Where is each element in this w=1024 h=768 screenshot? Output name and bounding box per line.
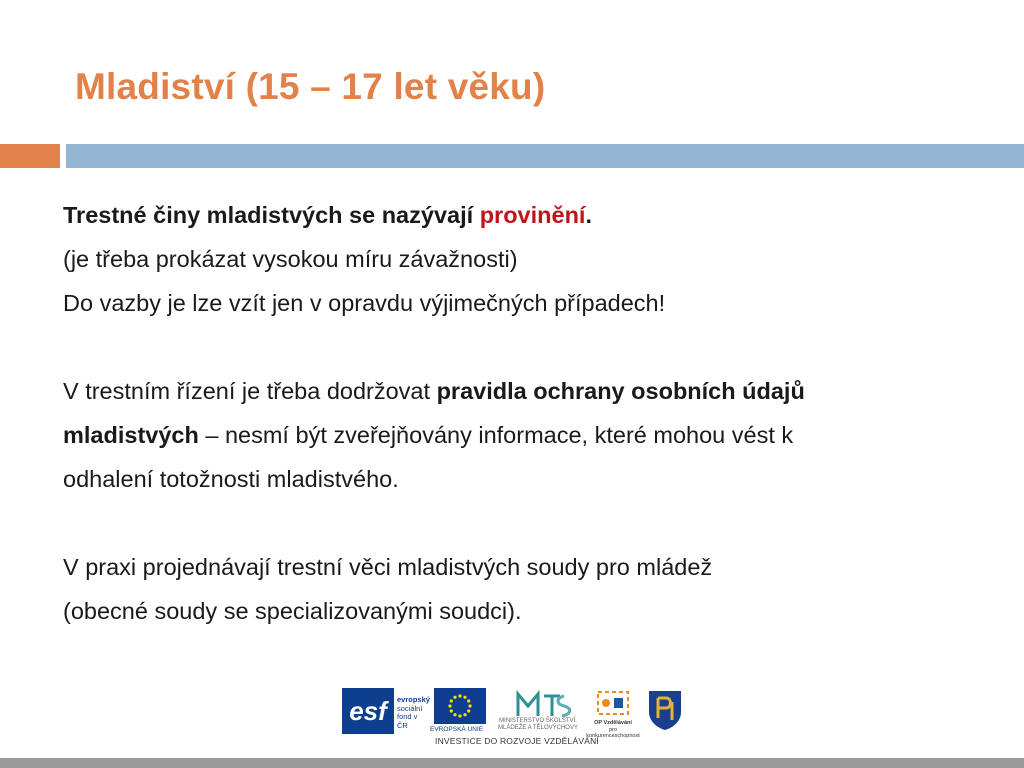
op-line2: pro konkurenceschopnost (586, 726, 640, 739)
accent-bar-blue (66, 144, 1024, 168)
p5-plain: – nesmí být zveřejňovány informace, které mohou vést k (198, 422, 794, 448)
op-logo-icon (594, 688, 632, 718)
eu-flag-icon (434, 688, 486, 724)
line-8: (obecné soudy se specializovanými soudci). (63, 598, 522, 624)
line-6: odhalení totožnosti mladistvého. (63, 466, 399, 492)
line-7: V praxi projednávají trestní věci mladistvých soudy pro mládež (63, 554, 713, 580)
line-4 (63, 369, 983, 413)
p4-bold: pravidla ochrany osobních údajů (436, 378, 805, 404)
slide-title: Mladiství (15 – 17 let věku) (75, 66, 546, 107)
university-crest-icon (646, 688, 684, 732)
p5-bold: mladistvých (63, 422, 199, 448)
msmt-label (490, 718, 586, 732)
line-1 (63, 193, 983, 237)
accent-bar-orange (0, 144, 60, 168)
msmt-line2: MLÁDEŽE A TĚLOVÝCHOVY (498, 725, 578, 731)
line-5 (63, 413, 983, 457)
p4-plain: V trestním řízení je třeba dodržovat (63, 378, 437, 404)
investment-caption: INVESTICE DO ROZVOJE VZDĚLÁVÁNÍ (435, 736, 599, 746)
p1-highlight: provinění (479, 202, 586, 228)
esf-text (397, 696, 430, 730)
spacer (63, 501, 983, 545)
esf-mark: esf (342, 688, 394, 734)
p1-end: . (585, 202, 592, 228)
line-3: Do vazby je lze vzít jen v opravdu výjimečných případech! (63, 290, 666, 316)
line-2: (je třeba prokázat vysokou míru závažnosti) (63, 246, 518, 272)
footer-bar (0, 758, 1024, 768)
esf-logo (342, 688, 430, 734)
esf-line3: fond v ČR (397, 712, 418, 730)
op-line1: OP Vzdělávání (594, 720, 632, 726)
esf-line1: evropský (397, 695, 430, 704)
slide-body (63, 193, 983, 633)
p1-bold: Trestné činy mladistvých se nazývají (63, 202, 480, 228)
spacer (63, 325, 983, 369)
msmt-line1: MINISTERSTVO ŠKOLSTVÍ, (499, 718, 577, 724)
footer-logos (342, 684, 692, 750)
eu-label: EVROPSKÁ UNIE (430, 726, 484, 733)
esf-line2: sociální (397, 703, 423, 713)
